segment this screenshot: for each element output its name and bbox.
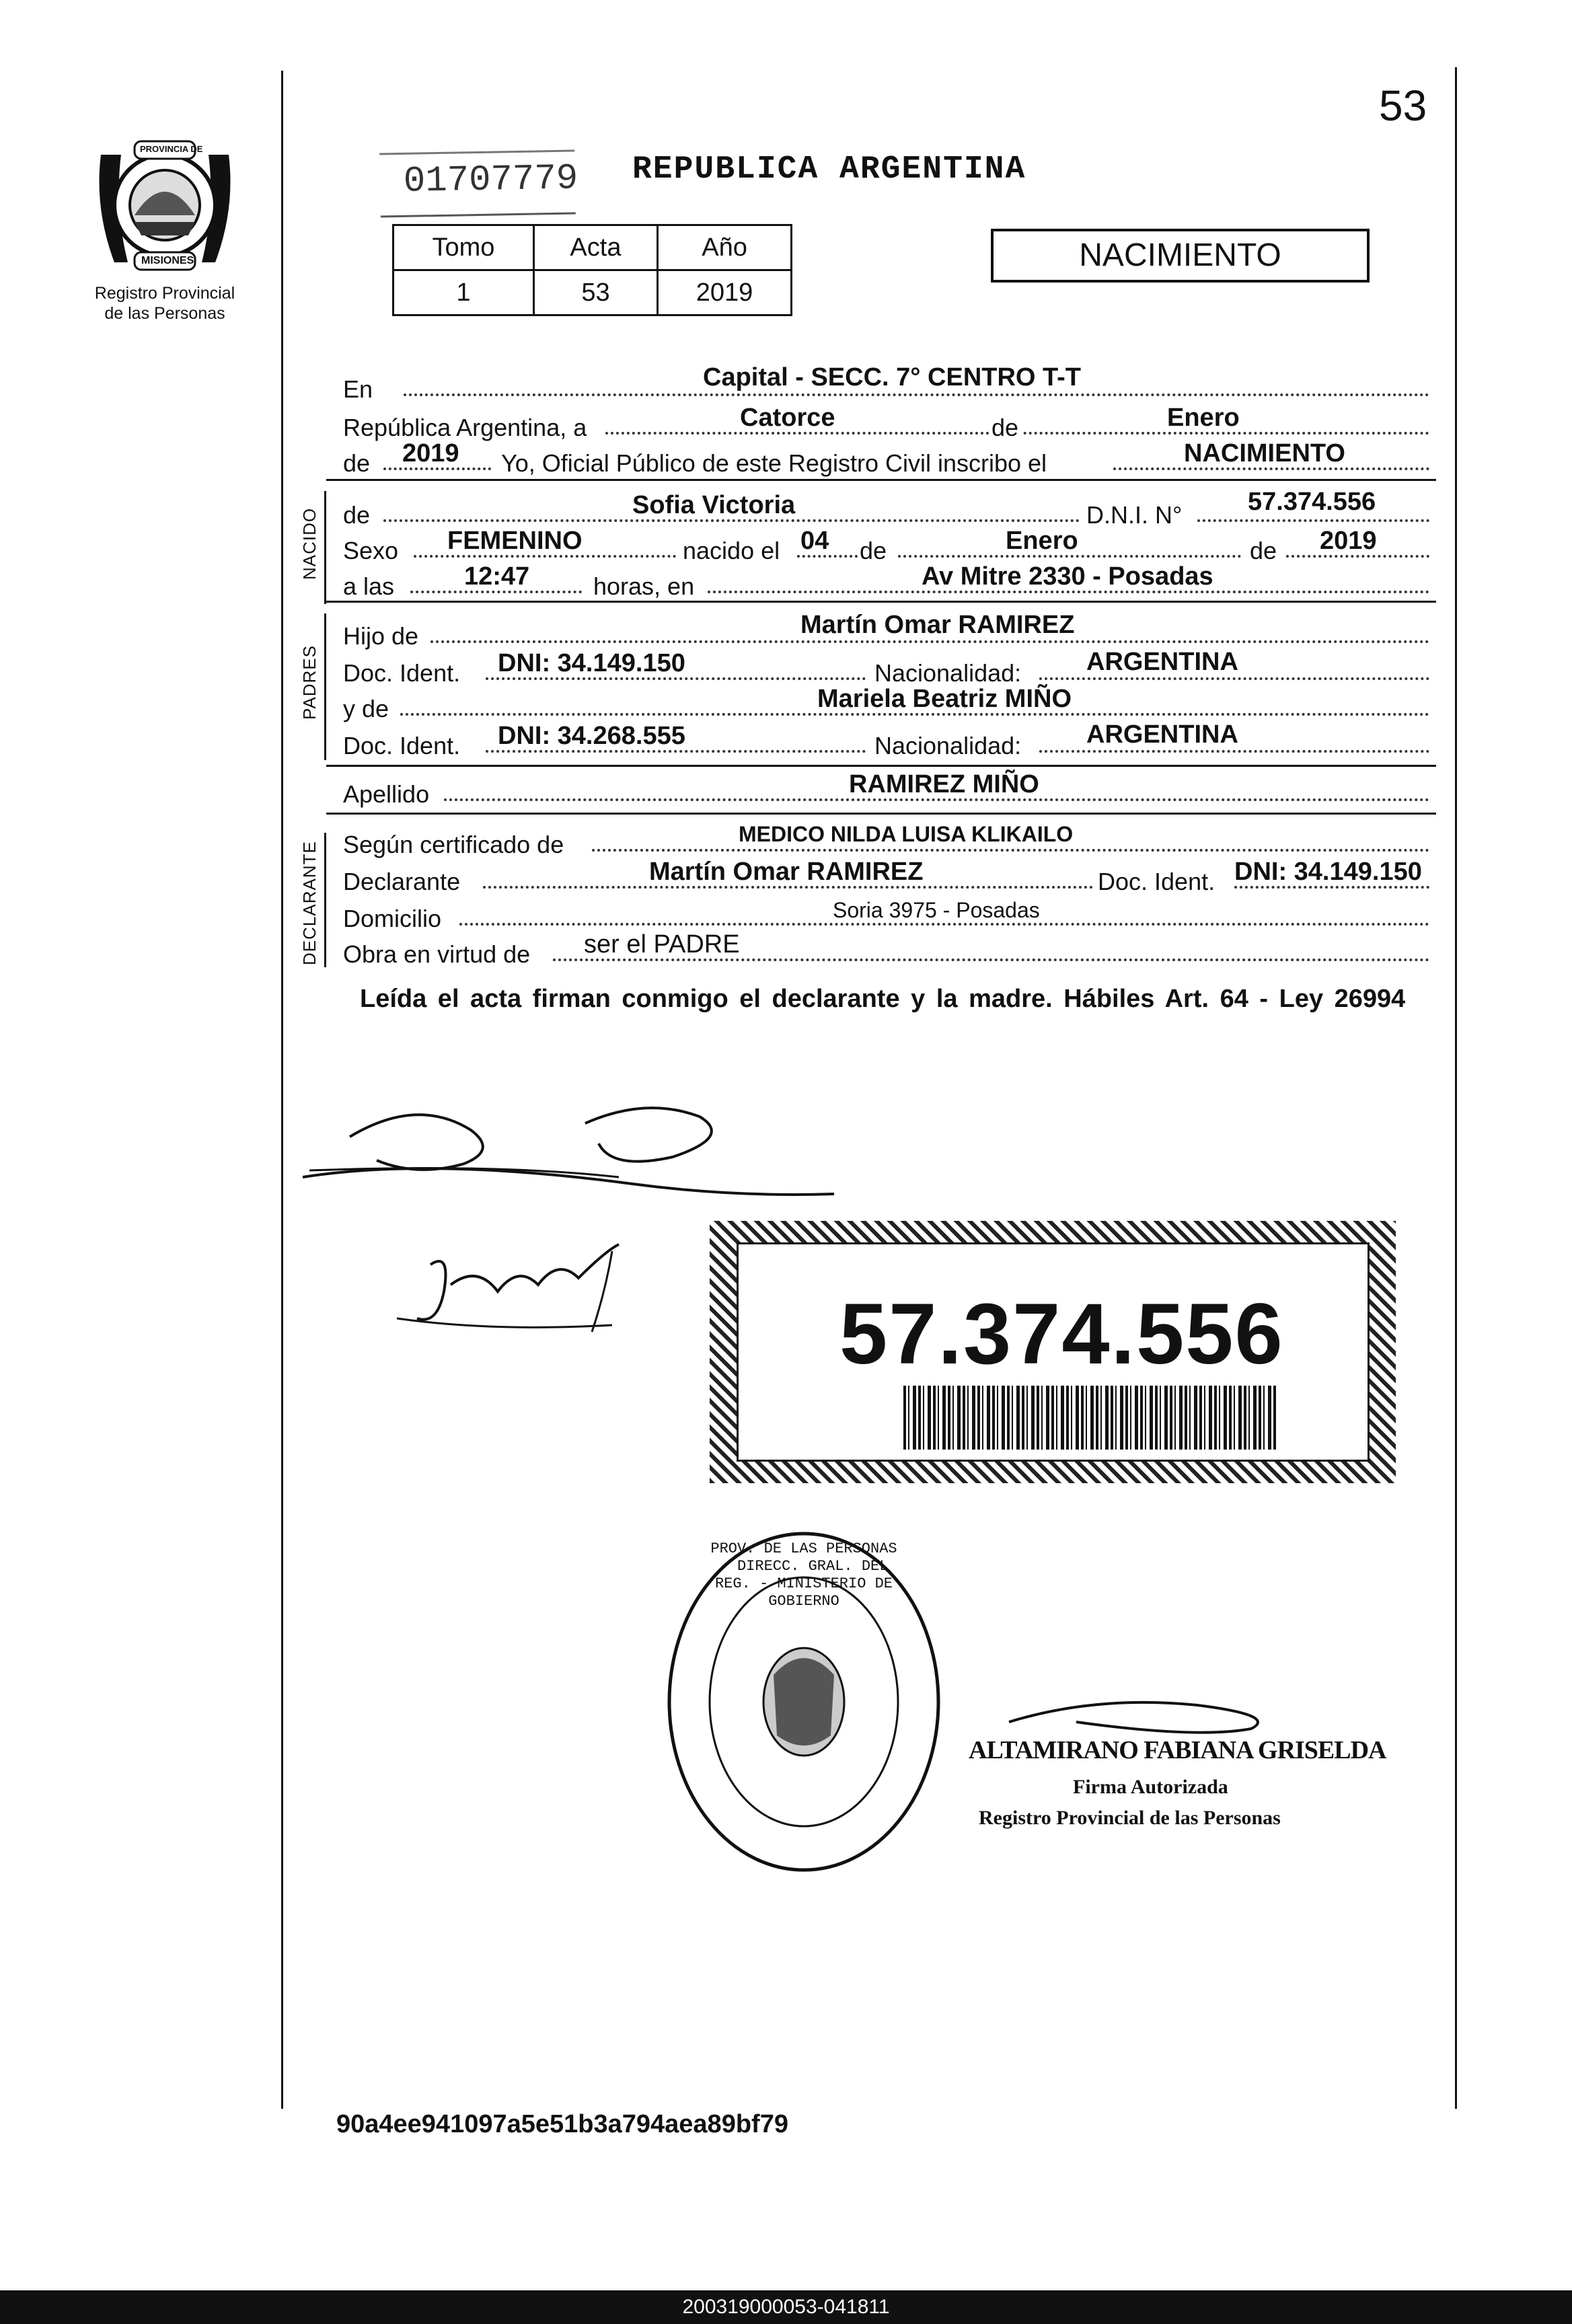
declarante-value: Martín Omar RAMIREZ bbox=[649, 858, 924, 886]
de-label: de bbox=[989, 414, 1021, 442]
birth-place-value: Av Mitre 2330 - Posadas bbox=[922, 562, 1213, 591]
table-value-acta: 53 bbox=[533, 270, 657, 315]
id-sticker-inner bbox=[737, 1242, 1370, 1462]
footer-code: 200319000053-041811 bbox=[682, 2296, 890, 2318]
decl-doc-dots bbox=[1234, 886, 1429, 889]
domicilio-value: Soria 3975 - Posadas bbox=[833, 898, 1040, 922]
day-value: Catorce bbox=[740, 404, 835, 432]
segun-value: MEDICO NILDA LUISA KLIKAILO bbox=[739, 822, 1074, 846]
birth-time-value: 12:47 bbox=[464, 562, 530, 591]
obra-value: ser el PADRE bbox=[584, 930, 740, 959]
decl-doc-value: DNI: 34.149.150 bbox=[1234, 858, 1422, 886]
child-dni-value: 57.374.556 bbox=[1248, 488, 1376, 516]
mother-name-value: Mariela Beatriz MIÑO bbox=[817, 685, 1072, 713]
month-value: Enero bbox=[1167, 404, 1240, 432]
header-title: REPUBLICA ARGENTINA bbox=[632, 151, 1026, 188]
mother-nationality-value: ARGENTINA bbox=[1086, 720, 1238, 749]
nacido-bracket bbox=[324, 491, 326, 604]
table-header-acta: Acta bbox=[533, 225, 657, 270]
seal-text-top: PROVINCIA DE bbox=[140, 144, 203, 154]
table-value-tomo: 1 bbox=[394, 270, 534, 315]
en-value: Capital - SECC. 7° CENTRO T-T bbox=[703, 363, 1082, 391]
nacido-de3-label: de bbox=[1250, 537, 1277, 564]
segun-label: Según certificado de bbox=[343, 831, 564, 858]
yde-label: y de bbox=[343, 695, 389, 722]
record-table bbox=[392, 224, 792, 316]
de2-label: de bbox=[343, 449, 371, 477]
domicilio-label: Domicilio bbox=[343, 905, 442, 932]
padres-bracket bbox=[324, 613, 326, 760]
father-nationality-value: ARGENTINA bbox=[1086, 648, 1238, 676]
nacido-de-label: de bbox=[343, 501, 371, 529]
horas-label: horas, en bbox=[593, 572, 695, 600]
alas-label: a las bbox=[343, 572, 395, 600]
dni-dots bbox=[1197, 519, 1429, 522]
id-sticker bbox=[710, 1221, 1396, 1483]
nac1-label: Nacionalidad: bbox=[874, 659, 1022, 687]
nac2-dots bbox=[1039, 750, 1429, 753]
oficial-label: Yo, Oficial Público de este Registro Civil inscribo el bbox=[501, 449, 1047, 477]
father-doc-value: DNI: 34.149.150 bbox=[498, 649, 685, 677]
footer-bar bbox=[0, 2290, 1572, 2324]
mother-doc-value: DNI: 34.268.555 bbox=[498, 722, 685, 750]
doc2-label: Doc. Ident. bbox=[343, 732, 461, 759]
page-number: 53 bbox=[1379, 81, 1427, 130]
seal-text-bottom: MISIONES bbox=[141, 255, 194, 266]
registry-caption-line1: Registro Provincial bbox=[94, 284, 235, 303]
divider-1 bbox=[326, 479, 1436, 481]
id-sticker-number: 57.374.556 bbox=[839, 1286, 1284, 1382]
hijo-label: Hijo de bbox=[343, 622, 419, 650]
table-value-anio: 2019 bbox=[658, 270, 792, 315]
sexo-value: FEMENINO bbox=[447, 527, 583, 555]
closing-text: Leída el acta firman conmigo el declarante y la madre. Hábiles Art. 64 - Ley 26994 bbox=[360, 985, 1406, 1013]
nac2-label: Nacionalidad: bbox=[874, 732, 1022, 759]
record-type-box bbox=[991, 229, 1370, 283]
registry-logo bbox=[87, 128, 242, 283]
decl-doc-label: Doc. Ident. bbox=[1098, 868, 1215, 895]
republica-label: República Argentina, a bbox=[343, 414, 587, 441]
table-header-tomo: Tomo bbox=[394, 225, 534, 270]
sexo-label: Sexo bbox=[343, 537, 399, 564]
nacido-de2-label: de bbox=[860, 537, 887, 564]
divider-3 bbox=[326, 765, 1436, 767]
padres-section-label: PADRES bbox=[299, 645, 320, 720]
birth-day-value: 04 bbox=[800, 527, 829, 555]
right-margin-line bbox=[1455, 67, 1457, 2109]
stamp-ring-text: PROV. DE LAS PERSONAS - DIRECC. GRAL. DEL REG. - MINISTERIO DE GOBIERNO bbox=[710, 1540, 897, 1610]
birth-month-value: Enero bbox=[1006, 527, 1078, 555]
table-header-anio: Año bbox=[658, 225, 792, 270]
serial-number: 01707779 bbox=[403, 158, 578, 202]
declarante-signature bbox=[296, 1096, 848, 1204]
doc1-label: Doc. Ident. bbox=[343, 659, 461, 687]
signer-office: Registro Provincial de las Personas bbox=[979, 1807, 1281, 1829]
registry-caption-line2: de las Personas bbox=[104, 304, 225, 323]
barcode bbox=[903, 1386, 1277, 1450]
inscribe-value: NACIMIENTO bbox=[1184, 439, 1345, 467]
nacido-el-label: nacido el bbox=[683, 537, 780, 564]
apellido-value: RAMIREZ MIÑO bbox=[849, 770, 1039, 798]
declarante-label: Declarante bbox=[343, 868, 461, 895]
dni-label: D.N.I. N° bbox=[1086, 501, 1183, 529]
divider-2 bbox=[326, 601, 1436, 603]
divider-4 bbox=[326, 813, 1436, 815]
official-stamp bbox=[663, 1527, 945, 1877]
child-name-value: Sofia Victoria bbox=[632, 491, 796, 519]
year-value: 2019 bbox=[402, 439, 459, 467]
obra-label: Obra en virtud de bbox=[343, 940, 531, 968]
birth-year-value: 2019 bbox=[1320, 527, 1377, 555]
father-name-value: Martín Omar RAMIREZ bbox=[800, 611, 1075, 639]
hash-code: 90a4ee941097a5e51b3a794aea89bf79 bbox=[336, 2110, 788, 2138]
en-label: En bbox=[343, 375, 373, 403]
mother-signature bbox=[390, 1238, 646, 1352]
signer-name: ALTAMIRANO FABIANA GRISELDA bbox=[969, 1736, 1386, 1764]
left-margin-line bbox=[281, 71, 283, 2109]
official-signature bbox=[996, 1682, 1298, 1742]
declarante-section-label: DECLARANTE bbox=[299, 841, 320, 965]
record-type: NACIMIENTO bbox=[1079, 237, 1281, 273]
domicilio-dots bbox=[459, 923, 1429, 926]
serial-number-stamp bbox=[379, 149, 576, 217]
father-dots bbox=[431, 640, 1429, 643]
signer-title: Firma Autorizada bbox=[1073, 1776, 1228, 1798]
segun-dots bbox=[592, 849, 1429, 852]
en-dots bbox=[404, 393, 1429, 396]
declarante-bracket bbox=[324, 833, 326, 967]
nacido-section-label: NACIDO bbox=[299, 507, 320, 580]
nac1-dots bbox=[1039, 677, 1429, 680]
apellido-label: Apellido bbox=[343, 780, 430, 808]
